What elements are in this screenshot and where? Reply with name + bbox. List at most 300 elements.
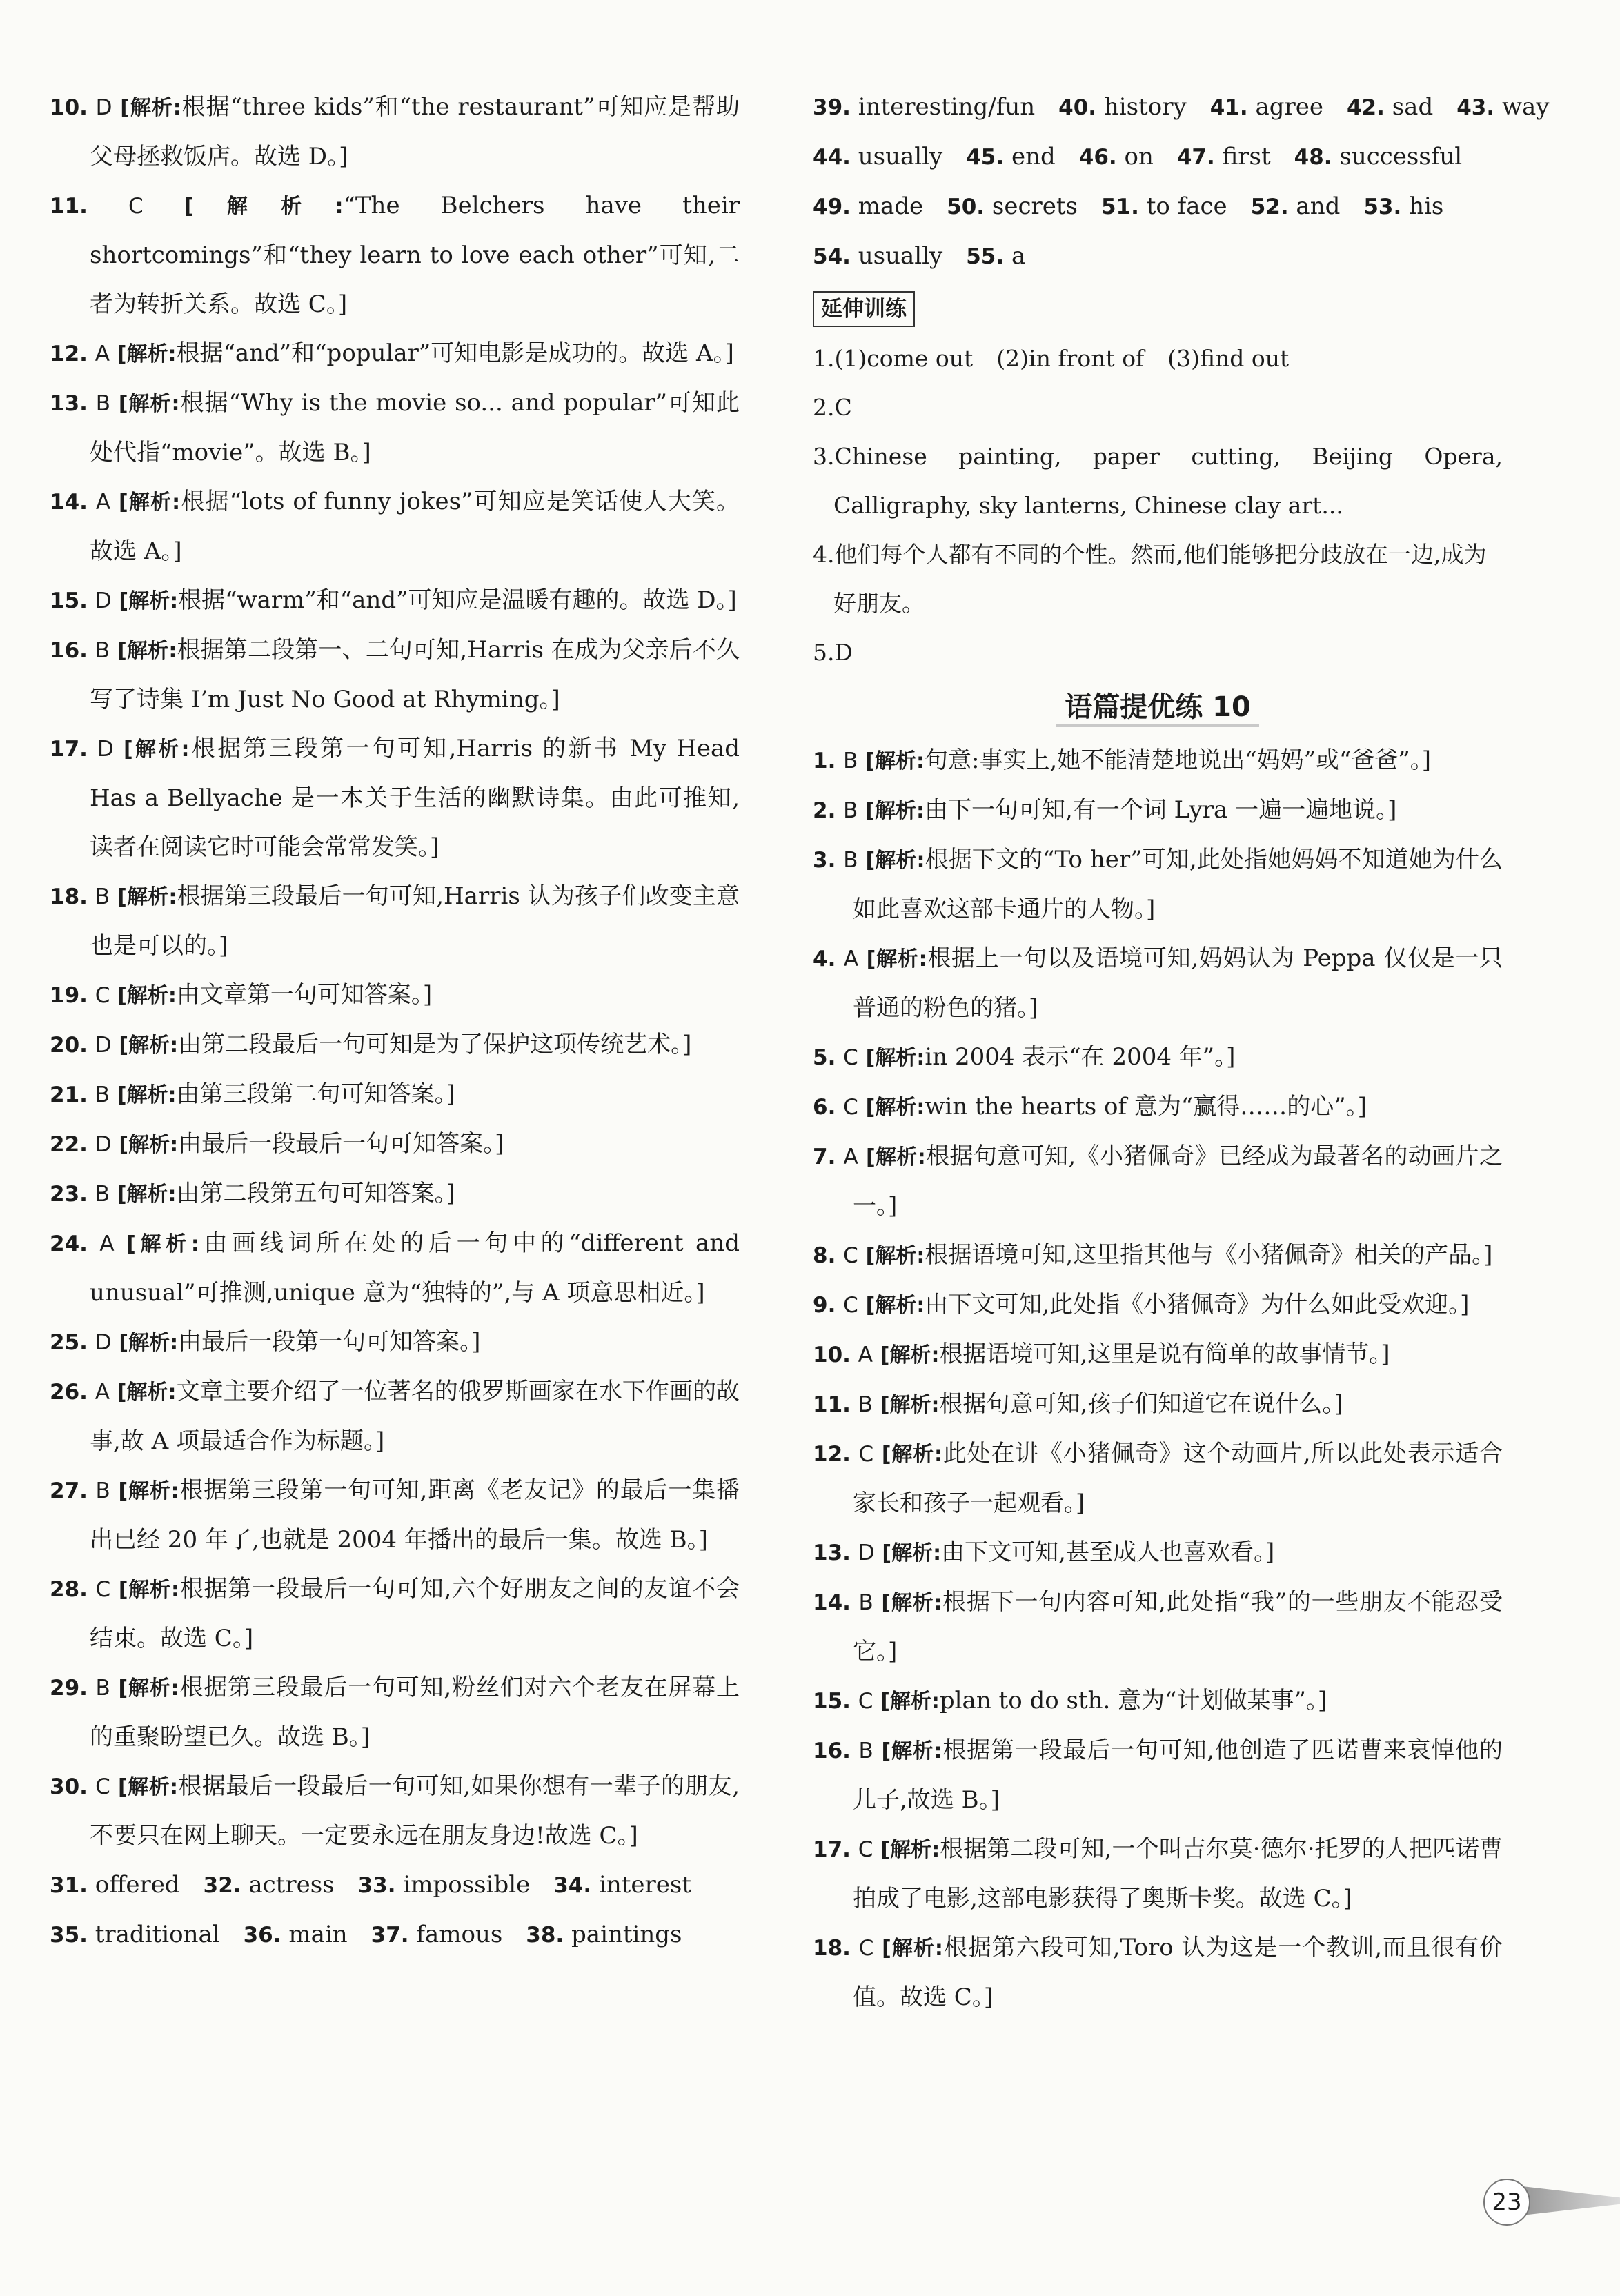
word-text: sad (1392, 93, 1434, 121)
analysis-tag: [解析: (865, 1294, 925, 1318)
analysis-tag: [解析: (118, 392, 180, 416)
word-answer (966, 242, 1025, 270)
analysis-text: 根据下一句内容可知,此处指“我”的一些朋友不能忍受它。] (853, 1588, 1503, 1665)
answer-item (813, 1082, 1503, 1132)
question-number: 2. (813, 394, 835, 421)
answer-item (813, 1726, 1503, 1825)
question-number: 39. (813, 95, 851, 120)
question-number: 8. (813, 1243, 836, 1268)
answer-item (813, 934, 1503, 1033)
answer-item (50, 626, 740, 724)
word-text: secrets (991, 192, 1078, 220)
analysis-text: 根据上一句以及语境可知,妈妈认为 Peppa 仅仅是一只普通的粉色的猪。] (853, 944, 1503, 1022)
question-number: 30. (50, 1774, 88, 1799)
analysis-tag: [解析: (865, 1046, 925, 1070)
question-number: 20. (50, 1033, 88, 1058)
left-column (50, 83, 740, 1960)
analysis-text: win the hearts of 意为“赢得……的心”。] (925, 1093, 1367, 1120)
word-answer (1210, 93, 1323, 121)
question-number: 26. (50, 1380, 88, 1405)
answer-item (50, 1070, 740, 1120)
question-number: 22. (50, 1132, 88, 1157)
analysis-tag: [解析: (118, 1775, 179, 1799)
analysis-tag: [解析: (118, 1578, 179, 1602)
answer-option: B (95, 638, 110, 663)
analysis-tag: [解析: (119, 1033, 179, 1058)
word-answer (966, 143, 1056, 170)
analysis-tag: [解析: (117, 984, 177, 1008)
extension-q2 (813, 383, 1503, 432)
answer-option: B (95, 391, 111, 416)
question-number: 46. (1078, 145, 1117, 170)
answer-option: C (128, 194, 144, 219)
analysis-text: plan to do sth. 意为“计划做某事”。] (939, 1687, 1327, 1714)
question-number: 50. (947, 195, 985, 219)
word-answer (813, 93, 1035, 121)
word-answer-row (50, 1910, 740, 1960)
analysis-tag: [解析: (865, 849, 925, 873)
question-number: 15. (813, 1689, 851, 1714)
analysis-tag: [解析: (184, 195, 344, 219)
question-number: 23. (50, 1182, 88, 1207)
answer-option: C (95, 1577, 111, 1602)
question-number: 1. (813, 345, 835, 372)
word-text: offered (95, 1871, 180, 1899)
question-number: 4. (813, 947, 836, 971)
question-number: 5. (813, 1045, 836, 1070)
question-number: 10. (50, 95, 88, 120)
word-text: usually (858, 143, 943, 170)
answer-item (813, 786, 1503, 835)
question-number: 11. (813, 1392, 851, 1417)
answer-item (50, 724, 740, 872)
answer-part: (2)in front of (996, 345, 1145, 372)
answer-option: B (858, 1739, 873, 1763)
word-answer-row (813, 132, 1503, 182)
question-number: 12. (813, 1442, 851, 1467)
analysis-tag: [解析: (117, 342, 177, 366)
analysis-text: 此处在讲《小猪佩奇》这个动画片,所以此处表示适合家长和孩子一起观看。] (853, 1440, 1503, 1517)
word-text: paintings (571, 1921, 682, 1948)
word-answer (1251, 192, 1341, 220)
analysis-text: 由下文可知,此处指《小猪佩奇》为什么如此受欢迎。] (925, 1291, 1470, 1318)
question-number: 19. (50, 983, 88, 1008)
question-number: 25. (50, 1330, 88, 1355)
answer-item (813, 1330, 1503, 1380)
answer-part: (1)come out (834, 345, 974, 372)
answer-text: D (834, 639, 853, 666)
analysis-text: 根据“three kids”和“the restaurant”可知应是帮助父母拯救饭店。故选 D。] (90, 93, 740, 170)
word-text: successful (1339, 143, 1463, 170)
question-number: 13. (50, 391, 88, 416)
question-number: 9. (813, 1293, 836, 1318)
analysis-tag: [解析: (119, 589, 179, 613)
question-number: 34. (553, 1873, 592, 1898)
answer-item (813, 1825, 1503, 1923)
analysis-tag: [解析: (126, 1232, 199, 1256)
word-answer-row (50, 1861, 740, 1910)
analysis-text: 由第二段第五句可知答案。] (176, 1180, 455, 1207)
question-number: 28. (50, 1577, 88, 1602)
question-number: 54. (813, 244, 851, 269)
question-number: 2. (813, 798, 836, 823)
analysis-text: 根据语境可知,这里指其他与《小猪佩奇》相关的产品。] (925, 1241, 1493, 1269)
answer-item (50, 1762, 740, 1861)
section-title (813, 681, 1503, 733)
word-answer (204, 1871, 335, 1899)
question-number: 7. (813, 1145, 836, 1169)
analysis-text: 根据句意可知,《小猪佩奇》已经成为最著名的动画片之一。] (853, 1142, 1503, 1220)
right-word-answers (813, 83, 1550, 281)
answer-item (50, 1120, 740, 1169)
analysis-text: 根据第六段可知,Toro 认为这是一个教训,而且很有价值。故选 C。] (853, 1934, 1503, 2011)
analysis-tag: [解析: (880, 1393, 940, 1417)
answer-option: D (95, 1033, 112, 1058)
word-answer (553, 1871, 691, 1899)
word-text: made (858, 192, 924, 220)
answer-item (813, 1231, 1503, 1280)
analysis-tag: [解析: (119, 1133, 179, 1157)
word-answer-row (813, 182, 1503, 232)
left-answer-list (50, 83, 740, 1861)
question-number: 44. (813, 145, 851, 170)
answer-item (50, 1367, 740, 1466)
question-number: 11. (50, 194, 88, 219)
word-answer (947, 192, 1078, 220)
question-number: 41. (1209, 95, 1248, 120)
answer-item (50, 477, 740, 576)
question-number: 51. (1100, 195, 1139, 219)
question-number: 13. (813, 1541, 851, 1565)
answer-option: A (843, 947, 859, 971)
word-text: on (1124, 143, 1154, 170)
answer-option: C (843, 1293, 858, 1318)
analysis-text: 根据第三段最后一句可知,粉丝们对六个老友在屏幕上的重聚盼望已久。故选 B。] (90, 1674, 740, 1751)
answer-option: A (95, 490, 111, 515)
answer-item (813, 1429, 1503, 1528)
answer-option: B (858, 1590, 873, 1615)
answer-text: Chinese painting, paper cutting, Beijing Opera, Calligraphy, sky lanterns, Chinese clay art... (833, 443, 1503, 519)
word-text: interesting/fun (858, 93, 1036, 121)
answer-item (813, 835, 1503, 934)
analysis-text: 文章主要介绍了一位著名的俄罗斯画家在水下作画的故事,故 A 项最适合作为标题。] (90, 1378, 740, 1455)
answer-option: C (843, 1045, 858, 1070)
answer-option: C (858, 1689, 873, 1714)
answer-part: (3)find out (1167, 345, 1290, 372)
question-number: 4. (813, 541, 835, 568)
question-number: 32. (203, 1873, 241, 1898)
analysis-tag: [解析: (117, 885, 177, 909)
analysis-text: 根据句意可知,孩子们知道它在说什么。] (939, 1390, 1343, 1418)
answer-option: C (858, 1936, 874, 1961)
word-text: impossible (403, 1871, 531, 1899)
analysis-tag: [解析: (880, 1690, 940, 1714)
word-text: traditional (95, 1921, 220, 1948)
answer-option: D (97, 737, 114, 762)
answer-item (813, 1923, 1503, 2022)
analysis-tag: [解析: (117, 1182, 177, 1207)
section-title-text: 语篇提优练 10 (1056, 691, 1259, 727)
question-number: 53. (1363, 195, 1402, 219)
question-number: 42. (1346, 95, 1385, 120)
question-number: 52. (1250, 195, 1289, 219)
question-number: 3. (813, 848, 836, 873)
word-answer (813, 192, 923, 220)
answer-option: A (95, 342, 110, 366)
word-text: way (1501, 93, 1550, 121)
answer-item (813, 736, 1503, 786)
answer-item (813, 1280, 1503, 1330)
analysis-tag: [解析: (881, 1591, 942, 1615)
analysis-text: in 2004 表示“在 2004 年”。] (925, 1043, 1236, 1071)
analysis-text: 根据最后一段最后一句可知,如果你想有一辈子的朋友,不要只在网上聊天。一定要永远在朋友身边!故选 C。] (90, 1772, 740, 1850)
answer-option: C (95, 983, 110, 1008)
extension-q3 (813, 432, 1503, 530)
analysis-text: 根据第三段第一句可知,Harris 的新书 My Head Has a Bellyache 是一本关于生活的幽默诗集。由此可推知,读者在阅读它时可能会常常发笑。] (90, 735, 740, 861)
word-answer (358, 1871, 531, 1899)
answer-option: A (858, 1343, 873, 1367)
analysis-text: 根据“Why is the movie so... and popular”可知此处代指“movie”。故选 B。] (90, 389, 740, 466)
answer-item (50, 576, 740, 626)
question-number: 10. (813, 1343, 851, 1367)
answer-item (50, 872, 740, 971)
word-text: agree (1255, 93, 1323, 121)
analysis-text: 根据第一段最后一句可知,六个好朋友之间的友谊不会结束。故选 C。] (90, 1575, 740, 1652)
word-text: famous (416, 1921, 503, 1948)
answer-option: B (95, 1478, 110, 1503)
question-number: 45. (966, 145, 1005, 170)
question-number: 49. (813, 195, 851, 219)
analysis-text: 根据第二段第一、二句可知,Harris 在成为父亲后不久写了诗集 I’m Just No Good at Rhyming。] (90, 636, 740, 713)
answer-option: A (99, 1231, 115, 1256)
analysis-text: 由下文可知,甚至成人也喜欢看。] (941, 1538, 1275, 1566)
analysis-text: 根据第一段最后一句可知,他创造了匹诺曹来哀悼他的儿子,故选 B。] (853, 1736, 1503, 1814)
word-answer (244, 1921, 348, 1948)
word-answer (371, 1921, 503, 1948)
answer-option: D (95, 588, 112, 613)
analysis-tag: [解析: (865, 1244, 925, 1268)
question-number: 27. (50, 1478, 88, 1503)
answer-item (813, 1528, 1503, 1578)
answer-item (50, 1466, 740, 1565)
analysis-tag: [解析: (117, 1083, 177, 1107)
extension-q4 (813, 530, 1503, 628)
word-answer (1456, 93, 1549, 121)
question-number: 40. (1058, 95, 1097, 120)
word-text: end (1011, 143, 1056, 170)
analysis-tag: [解析: (118, 1676, 179, 1701)
analysis-tag: [解析: (865, 1096, 925, 1120)
word-text: to face (1146, 192, 1227, 220)
answer-option: D (858, 1541, 875, 1565)
word-text: a (1011, 242, 1026, 270)
right-answer-list (813, 736, 1503, 2022)
word-answer (1177, 143, 1271, 170)
question-number: 1. (813, 749, 836, 773)
answer-option: D (95, 1132, 112, 1157)
answer-option: B (843, 848, 858, 873)
question-number: 18. (50, 884, 88, 909)
analysis-tag: [解析: (882, 1937, 943, 1961)
question-number: 15. (50, 588, 88, 613)
answer-option: B (95, 1182, 110, 1207)
analysis-tag: [解析: (118, 1479, 179, 1503)
question-number: 43. (1456, 95, 1495, 120)
analysis-text: 根据第三段最后一句可知,Harris 认为孩子们改变主意也是可以的。] (90, 882, 740, 960)
question-number: 36. (243, 1923, 281, 1948)
question-number: 16. (813, 1739, 851, 1763)
analysis-text: 根据第三段第一句可知,距离《老友记》的最后一集播出已经 20 年了,也就是 2004 年播出的最后一集。故选 B。] (90, 1476, 740, 1554)
answer-option: C (843, 1243, 858, 1268)
answer-item (50, 181, 740, 329)
answer-option: A (843, 1145, 858, 1169)
answer-option: C (858, 1442, 874, 1467)
analysis-tag: [解析: (882, 1541, 942, 1565)
question-number: 17. (813, 1837, 851, 1862)
analysis-tag: [解析: (120, 96, 181, 120)
word-text: interest (598, 1871, 692, 1899)
analysis-text: 根据“warm”和“and”可知应是温暖有趣的。故选 D。] (178, 586, 737, 614)
analysis-tag: [解析: (119, 491, 181, 515)
answer-item (50, 1318, 740, 1367)
word-answer (1058, 93, 1187, 121)
analysis-tag: [解析: (880, 1343, 940, 1367)
answer-item (813, 1132, 1503, 1231)
answer-item (50, 83, 740, 181)
analysis-tag: [解析: (865, 749, 925, 773)
analysis-tag: [解析: (866, 947, 927, 971)
word-answer (1347, 93, 1433, 121)
answer-item (50, 1663, 740, 1762)
answer-option: B (95, 1082, 110, 1107)
answer-item (50, 1020, 740, 1070)
analysis-text: 根据“and”和“popular”可知电影是成功的。故选 A。] (176, 339, 734, 367)
analysis-text: 根据语境可知,这里是说有简单的故事情节。] (939, 1340, 1390, 1368)
answer-item (50, 1169, 740, 1219)
question-number: 31. (50, 1873, 88, 1898)
word-text: history (1103, 93, 1187, 121)
analysis-text: 由第三段第二句可知答案。] (176, 1080, 455, 1108)
answer-text: C (834, 394, 852, 421)
answer-option: C (843, 1095, 858, 1120)
question-number: 24. (50, 1231, 88, 1256)
word-text: his (1409, 192, 1444, 220)
word-answer (1363, 192, 1443, 220)
extension-section (813, 281, 1503, 677)
word-text: and (1296, 192, 1341, 220)
analysis-tag: [解析: (880, 1838, 940, 1862)
answer-item (50, 1565, 740, 1663)
answer-item (813, 1676, 1503, 1726)
analysis-text: 由最后一段最后一句可知答案。] (178, 1130, 504, 1158)
answer-option: C (858, 1837, 873, 1862)
answer-option: B (95, 1676, 110, 1701)
question-number: 16. (50, 638, 88, 663)
analysis-text: 由画线词所在处的后一句中的“different and unusual”可推测,unique 意为“独特的”,与 A 项意思相近。] (90, 1229, 740, 1307)
answer-text: 他们每个人都有不同的个性。然而,他们能够把分歧放在一边,成为好朋友。 (833, 541, 1487, 617)
question-number: 5. (813, 639, 835, 666)
question-number: 14. (50, 490, 88, 515)
question-number: 3. (813, 443, 835, 470)
analysis-tag: [解析: (881, 1443, 942, 1467)
analysis-text: 由文章第一句可知答案。] (176, 981, 433, 1009)
analysis-text: 由下一句可知,有一个词 Lyra 一遍一遍地说。] (924, 796, 1397, 824)
question-number: 55. (966, 244, 1005, 269)
answer-option: A (95, 1380, 110, 1405)
word-answer-row (813, 232, 1503, 281)
word-answer-row (813, 83, 1550, 132)
analysis-text: 根据下文的“To her”可知,此处指她妈妈不知道她为什么如此喜欢这部卡通片的人物。] (853, 846, 1503, 923)
question-number: 38. (526, 1923, 564, 1948)
question-number: 35. (50, 1923, 88, 1948)
left-word-answers (50, 1861, 740, 1960)
question-number: 29. (50, 1676, 88, 1701)
question-number: 47. (1176, 145, 1215, 170)
answer-item (813, 1578, 1503, 1676)
word-text: usually (858, 242, 943, 270)
word-answer (813, 143, 942, 170)
answer-option: B (858, 1392, 873, 1417)
answer-item (813, 1380, 1503, 1429)
analysis-text: 根据“lots of funny jokes”可知应是笑话使人大笑。故选 A。] (90, 488, 740, 565)
word-text: actress (248, 1871, 335, 1899)
question-number: 18. (813, 1936, 851, 1961)
word-answer (50, 1871, 180, 1899)
word-answer (50, 1921, 220, 1948)
analysis-tag: [解析: (123, 738, 190, 762)
right-column (813, 83, 1550, 2022)
word-answer (1101, 192, 1227, 220)
question-number: 17. (50, 737, 88, 762)
answer-option: C (95, 1774, 110, 1799)
analysis-text: “The Belchers have their shortcomings”和“they learn to love each other”可知,二者为转折关系。故选 C。] (90, 192, 740, 318)
question-number: 14. (813, 1590, 851, 1615)
question-number: 6. (813, 1095, 836, 1120)
question-number: 12. (50, 342, 88, 366)
page-number: 23 (1483, 2179, 1530, 2226)
question-number: 48. (1294, 145, 1332, 170)
extension-title: 延伸训练 (813, 291, 915, 327)
answer-option: D (95, 95, 112, 120)
answer-item (50, 1219, 740, 1318)
word-answer (526, 1921, 682, 1948)
answer-option: D (95, 1330, 112, 1355)
word-answer (1294, 143, 1463, 170)
answer-option: B (95, 884, 110, 909)
analysis-text: 根据第二段可知,一个叫吉尔莫·德尔·托罗的人把匹诺曹拍成了电影,这部电影获得了奥斯卡奖。故选 C。] (853, 1835, 1503, 1912)
answer-item (50, 379, 740, 477)
analysis-text: 句意:事实上,她不能清楚地说出“妈妈”或“爸爸”。] (924, 746, 1432, 774)
answer-item (50, 971, 740, 1020)
analysis-text: 由第二段最后一句可知是为了保护这项传统艺术。] (178, 1031, 692, 1058)
analysis-tag: [解析: (117, 1380, 177, 1405)
word-text: main (288, 1921, 348, 1948)
extension-q1 (813, 334, 1503, 383)
answer-item (813, 1033, 1503, 1082)
question-number: 37. (371, 1923, 409, 1948)
word-text: first (1222, 143, 1271, 170)
question-number: 33. (357, 1873, 396, 1898)
question-number: 21. (50, 1082, 88, 1107)
answer-option: B (843, 749, 858, 773)
analysis-tag: [解析: (119, 1331, 179, 1355)
analysis-tag: [解析: (865, 1145, 926, 1169)
analysis-tag: [解析: (117, 639, 177, 663)
analysis-text: 由最后一段第一句可知答案。] (178, 1328, 481, 1356)
word-answer (813, 242, 942, 270)
analysis-tag: [解析: (881, 1739, 942, 1763)
answer-item (50, 329, 740, 379)
